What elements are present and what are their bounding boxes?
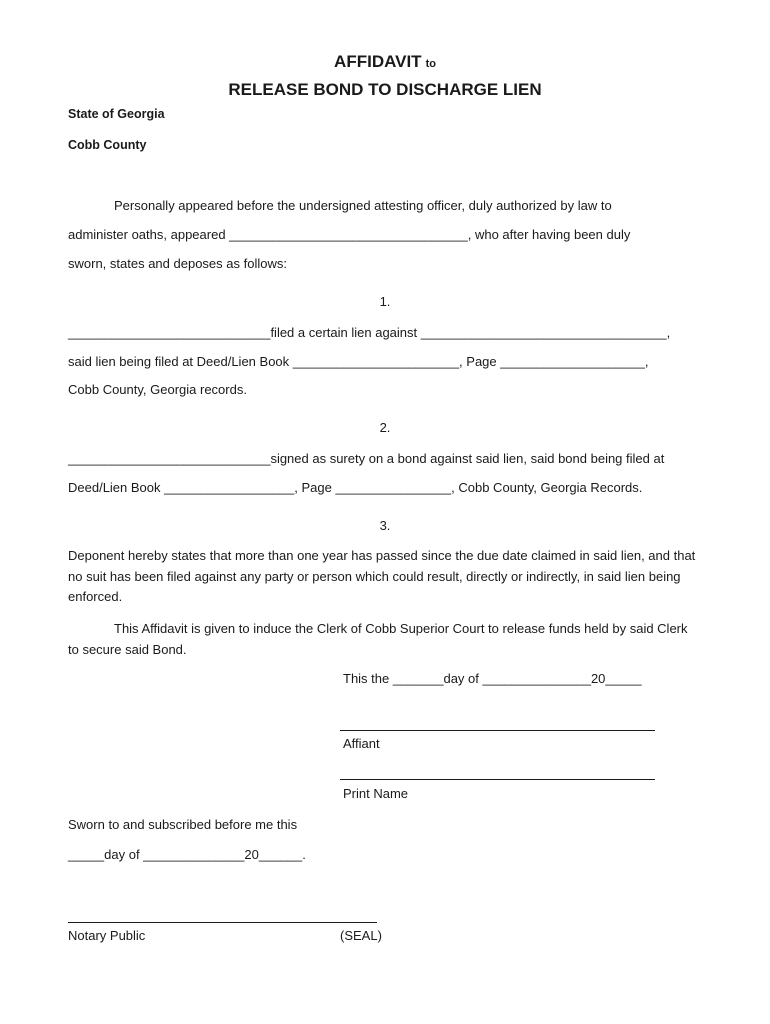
section-1-line-2: said lien being filed at Deed/Lien Book _______________________, Page ____________________, — [68, 354, 649, 369]
intro-line-3: sworn, states and deposes as follows: — [68, 256, 287, 271]
notary-date-line: _____day of ______________20______. — [68, 847, 306, 862]
section-1-line-3: Cobb County, Georgia records. — [68, 382, 247, 397]
intro-line-2: administer oaths, appeared _________________________________, who after having been duly — [68, 227, 631, 242]
affiant-signature-line — [340, 730, 655, 731]
notary-public-label: Notary Public — [68, 928, 146, 943]
print-name-label: Print Name — [343, 786, 409, 801]
affiant-label: Affiant — [343, 736, 380, 751]
section-2-line-1: ____________________________signed as surety on a bond against said lien, said bond being filed at — [68, 451, 665, 466]
section-3-paragraph-1: Deponent hereby states that more than one year has passed since the due date claimed in said lien, and that no suit has been filed against any party or person which could result, directly or indirectly, in said lien being enforced. — [68, 548, 696, 604]
print-name-line — [340, 779, 655, 780]
state-label: State of Georgia — [68, 107, 165, 121]
notary-signature-line — [68, 922, 377, 923]
intro-line-1: Personally appeared before the undersigned attesting officer, duly authorized by law to — [114, 198, 612, 213]
document-title — [0, 52, 770, 72]
document-subtitle: RELEASE BOND TO DISCHARGE LIEN — [228, 80, 542, 99]
section-1-line-1: ____________________________filed a certain lien against __________________________________, — [68, 325, 671, 340]
county-label: Cobb County — [68, 138, 147, 152]
title-to: to — [425, 58, 436, 70]
signature-date-line: This the _______day of _______________20_____ — [343, 671, 642, 686]
section-2-number: 2. — [379, 420, 391, 435]
section-2-line-2: Deed/Lien Book __________________, Page ________________, Cobb County, Georgia Records. — [68, 480, 643, 495]
title-main: AFFIDAVIT — [334, 52, 422, 71]
section-3-paragraph-2: This Affidavit is given to induce the Clerk of Cobb Superior Court to release funds held by said Clerk to secure said Bond. — [68, 621, 688, 657]
sworn-statement: Sworn to and subscribed before me this — [68, 817, 298, 832]
seal-label: (SEAL) — [340, 928, 382, 943]
section-1-number: 1. — [379, 294, 391, 309]
section-3-number: 3. — [379, 518, 391, 533]
